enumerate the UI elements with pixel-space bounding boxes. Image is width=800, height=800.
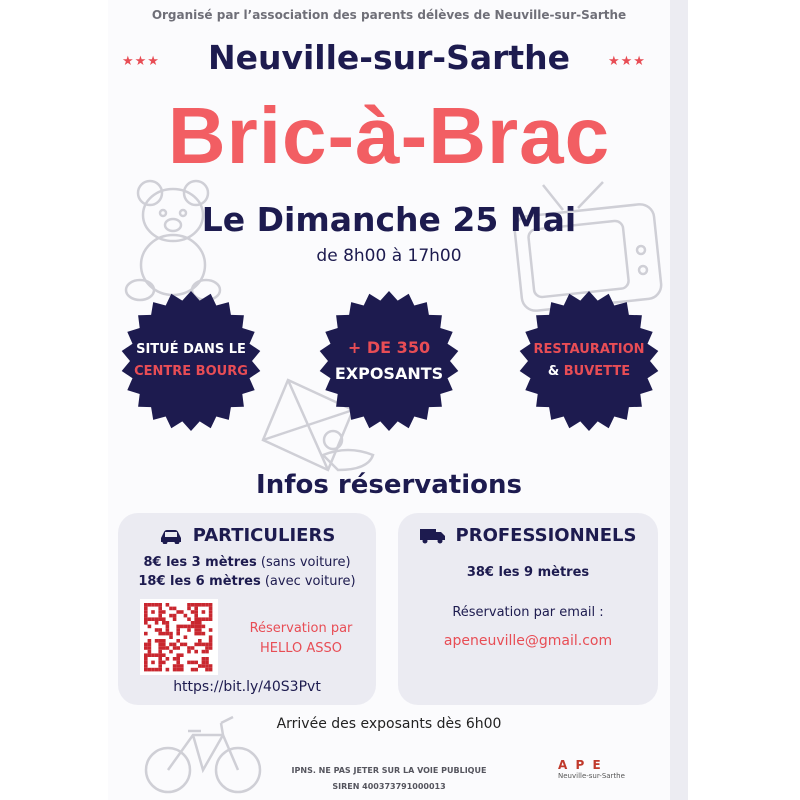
qr-cell [180, 668, 184, 672]
qr-cell [158, 650, 162, 654]
qr-cell [209, 607, 213, 611]
qr-cell [144, 614, 148, 618]
stars-left: ★★★ [122, 54, 160, 69]
qr-cell [191, 621, 195, 625]
qr-cell [158, 617, 162, 621]
qr-cell [148, 603, 152, 607]
qr-cell [187, 603, 191, 607]
qr-cell [202, 664, 206, 668]
qr-cell [166, 646, 170, 650]
qr-cell [198, 617, 202, 621]
qr-cell [202, 625, 206, 629]
qr-cell [180, 664, 184, 668]
event-date: Le Dimanche 25 Mai [201, 200, 577, 239]
qr-cell [184, 625, 188, 629]
qr-cell [144, 617, 148, 621]
qr-cell [173, 614, 177, 618]
qr-cell [155, 668, 159, 672]
page-edge-strip [670, 0, 688, 800]
qr-cell [194, 614, 198, 618]
qr-code-icon[interactable] [140, 599, 218, 675]
qr-cell [202, 643, 206, 647]
qr-cell [205, 664, 209, 668]
qr-cell [144, 664, 148, 668]
qr-cell [155, 621, 159, 625]
qr-cell [162, 639, 166, 643]
qr-cell [194, 610, 198, 614]
stars-right: ★★★ [608, 54, 646, 69]
qr-cell [194, 661, 198, 665]
card-professionnels [398, 513, 658, 705]
legal-ipns: IPNS. NE PAS JETER SUR LA VOIE PUBLIQUE [291, 766, 487, 775]
qr-cell [194, 643, 198, 647]
qr-cell [198, 643, 202, 647]
qr-cell [191, 661, 195, 665]
infos-title: Infos réservations [256, 470, 522, 500]
qr-cell [144, 661, 148, 665]
qr-cell [187, 650, 191, 654]
email-label: Réservation par email : [452, 605, 604, 620]
qr-cell [191, 625, 195, 629]
qr-cell [176, 632, 180, 636]
qr-cell [151, 668, 155, 672]
badge-location-line1: SITUÉ DANS LE [136, 342, 246, 357]
qr-cell [162, 643, 166, 647]
qr-cell [176, 657, 180, 661]
qr-cell [191, 610, 195, 614]
qr-cell [194, 603, 198, 607]
qr-cell [194, 650, 198, 654]
qr-cell [198, 664, 202, 668]
qr-cell [194, 621, 198, 625]
qr-cell [191, 646, 195, 650]
qr-cell [202, 650, 206, 654]
qr-cell [173, 668, 177, 672]
qr-cell [198, 639, 202, 643]
qr-cell [173, 657, 177, 661]
qr-cell [158, 628, 162, 632]
qr-cell [158, 614, 162, 618]
teddy-bear-icon [118, 175, 228, 305]
event-hours: de 8h00 à 17h00 [316, 246, 462, 266]
badge-food-line1: RESTAURATION [533, 342, 645, 357]
qr-cell [158, 607, 162, 611]
qr-cell [151, 653, 155, 657]
qr-cell [202, 657, 206, 661]
qr-cell [166, 621, 170, 625]
qr-cell [158, 639, 162, 643]
qr-cell [155, 628, 159, 632]
qr-cell [158, 661, 162, 665]
qr-cell [180, 625, 184, 629]
poster [108, 0, 670, 800]
qr-cell [158, 603, 162, 607]
ape-logo [558, 758, 640, 794]
price-6m-note: (avec voiture) [260, 574, 356, 589]
qr-cell [144, 653, 148, 657]
legal-siren: SIREN 400373791000013 [332, 782, 446, 791]
qr-cell [176, 668, 180, 672]
qr-cell [162, 621, 166, 625]
qr-cell [187, 628, 191, 632]
qr-cell [169, 632, 173, 636]
qr-cell [144, 646, 148, 650]
price-6m: 18€ les 6 mètres [138, 574, 261, 589]
qr-cell [187, 607, 191, 611]
qr-cell [169, 635, 173, 639]
qr-cell [205, 646, 209, 650]
qr-cell [180, 653, 184, 657]
qr-cell [194, 668, 198, 672]
qr-cell [144, 607, 148, 611]
professionnels-title: PROFESSIONNELS [455, 525, 637, 546]
qr-cell [169, 607, 173, 611]
qr-cell [151, 603, 155, 607]
qr-cell [187, 646, 191, 650]
badge-food-line2: BUVETTE [563, 364, 631, 379]
qr-cell [176, 639, 180, 643]
qr-cell [194, 628, 198, 632]
event-title: Bric-à-Brac [167, 91, 611, 180]
qr-cell [176, 646, 180, 650]
qr-cell [187, 625, 191, 629]
toy-duck-icon [313, 425, 383, 475]
qr-cell [148, 625, 152, 629]
qr-cell [166, 603, 170, 607]
qr-cell [198, 621, 202, 625]
qr-cell [209, 603, 213, 607]
qr-cell [151, 661, 155, 665]
qr-cell [198, 632, 202, 636]
card-particuliers [118, 513, 376, 705]
qr-cell [205, 657, 209, 661]
qr-cell [209, 628, 213, 632]
town-name: Neuville-sur-Sarthe [207, 38, 571, 77]
qr-cell [202, 632, 206, 636]
qr-cell [180, 643, 184, 647]
truck-icon [420, 528, 446, 544]
qr-cell [202, 610, 206, 614]
qr-cell [202, 617, 206, 621]
car-icon [159, 528, 183, 544]
badge-location-line2: CENTRE BOURG [134, 364, 248, 379]
badge-location [120, 290, 262, 432]
qr-cell [166, 657, 170, 661]
qr-cell [194, 607, 198, 611]
qr-cell [166, 668, 170, 672]
email-link[interactable]: apeneuville@gmail.com [443, 633, 613, 649]
qr-cell [162, 661, 166, 665]
qr-cell [176, 664, 180, 668]
qr-cell [162, 610, 166, 614]
qr-cell [176, 661, 180, 665]
qr-cell [148, 646, 152, 650]
qr-cell [144, 632, 148, 636]
qr-cell [155, 653, 159, 657]
price-3m-note: (sans voiture) [256, 555, 351, 570]
qr-cell [209, 639, 213, 643]
badge-exhibitors-line2: EXPOSANTS [334, 364, 444, 383]
arrival-note: Arrivée des exposants dès 6h00 [276, 716, 502, 732]
qr-cell [202, 661, 206, 665]
qr-cell [209, 610, 213, 614]
qr-cell [144, 603, 148, 607]
qr-cell [144, 657, 148, 661]
qr-cell [209, 668, 213, 672]
qr-cell [198, 625, 202, 629]
badge-food-prefix: & [547, 364, 564, 379]
qr-cell [205, 650, 209, 654]
qr-cell [148, 668, 152, 672]
qr-cell [180, 610, 184, 614]
qr-cell [194, 617, 198, 621]
qr-cell [144, 610, 148, 614]
price-9m: 38€ les 9 mètres [466, 565, 590, 580]
qr-cell [173, 643, 177, 647]
qr-cell [209, 664, 213, 668]
qr-cell [144, 643, 148, 647]
qr-cell [209, 646, 213, 650]
qr-cell [184, 614, 188, 618]
qr-cell [169, 614, 173, 618]
qr-cell [198, 628, 202, 632]
qr-cell [155, 603, 159, 607]
badge-exhibitors [318, 290, 460, 432]
qr-cell [173, 646, 177, 650]
logo-letters: A P E [558, 758, 603, 772]
qr-cell [176, 653, 180, 657]
qr-cell [205, 668, 209, 672]
qr-cell [205, 643, 209, 647]
qr-cell [205, 617, 209, 621]
badge-food [518, 290, 660, 432]
qr-cell [151, 610, 155, 614]
qr-cell [155, 639, 159, 643]
reservation-line1: Réservation par [249, 621, 353, 636]
qr-cell [176, 610, 180, 614]
qr-cell [205, 603, 209, 607]
qr-cell [158, 668, 162, 672]
qr-cell [194, 625, 198, 629]
qr-cell [148, 639, 152, 643]
reservation-line2: HELLO ASSO [259, 641, 342, 656]
price-3m: 8€ les 3 mètres [143, 555, 257, 570]
qr-cell [176, 625, 180, 629]
qr-cell [166, 625, 170, 629]
qr-cell [209, 617, 213, 621]
qr-cell [158, 657, 162, 661]
qr-cell [173, 607, 177, 611]
qr-cell [205, 661, 209, 665]
qr-cell [169, 643, 173, 647]
qr-cell [158, 653, 162, 657]
qr-cell [194, 632, 198, 636]
qr-cell [158, 632, 162, 636]
qr-cell [148, 650, 152, 654]
qr-cell [162, 646, 166, 650]
qr-cell [209, 614, 213, 618]
qr-cell [144, 621, 148, 625]
qr-cell [158, 664, 162, 668]
qr-cell [155, 617, 159, 621]
qr-cell [202, 603, 206, 607]
organizer-line: Organisé par l’association des parents délèves de Neuville-sur-Sarthe [151, 8, 627, 22]
qr-cell [162, 653, 166, 657]
qr-cell [209, 635, 213, 639]
qr-cell [144, 668, 148, 672]
logo-subtitle: Neuville-sur-Sarthe [558, 772, 625, 780]
qr-cell [158, 643, 162, 647]
qr-cell [169, 650, 173, 654]
helloasso-link[interactable]: https://bit.ly/40S3Pvt [173, 679, 321, 695]
qr-cell [209, 643, 213, 647]
qr-cell [187, 617, 191, 621]
qr-cell [148, 643, 152, 647]
qr-cell [198, 603, 202, 607]
qr-cell [166, 632, 170, 636]
qr-cell [176, 628, 180, 632]
qr-cell [148, 653, 152, 657]
badge-exhibitors-line1: + DE 350 [347, 338, 431, 357]
qr-cell [166, 628, 170, 632]
qr-cell [162, 632, 166, 636]
qr-cell [148, 617, 152, 621]
qr-cell [151, 617, 155, 621]
qr-cell [173, 664, 177, 668]
qr-cell [184, 643, 188, 647]
qr-cell [162, 617, 166, 621]
qr-cell [191, 603, 195, 607]
qr-cell [173, 617, 177, 621]
particuliers-title: PARTICULIERS [192, 525, 336, 546]
qr-cell [187, 661, 191, 665]
qr-cell [184, 635, 188, 639]
qr-cell [191, 668, 195, 672]
qr-cell [158, 646, 162, 650]
qr-cell [158, 610, 162, 614]
